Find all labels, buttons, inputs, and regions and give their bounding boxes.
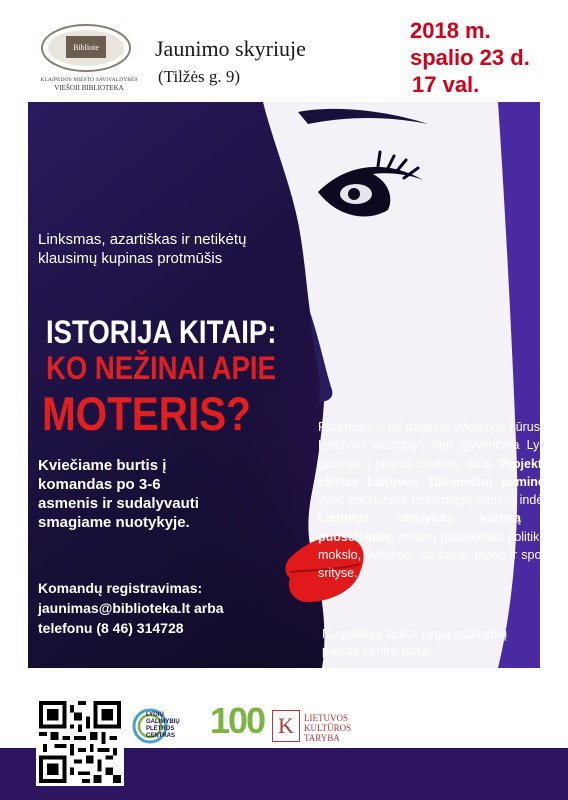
culture-council-logo-icon: K [272, 710, 300, 742]
library-name-line2: VIEŠOJI BIBLIOTEKA [54, 84, 124, 92]
library-name-line1: KLAIPĖDOS MIESTO SAVIVALDYBĖS [40, 77, 138, 83]
event-title-line1: ISTORIJA KITAIP: [46, 314, 277, 350]
department-title: Jaunimo skyriuje [155, 36, 306, 61]
equal-opportunities-logo-text: LYGIŲ GALIMYBIŲ PLĖTROS CENTRAS [146, 712, 180, 739]
prize-note: Nugalėtojų laukia Lygių galimybių plėtros centro prizai. [322, 627, 508, 658]
event-date-year: 2018 m. [410, 18, 491, 43]
library-logo [40, 22, 132, 74]
event-tagline: Linksmas, azartiškas ir netikėtų klausimų kupinas protmūšis [38, 231, 247, 267]
logo-lettering: Bibliote [73, 43, 99, 52]
event-time: 17 val. [412, 72, 480, 97]
invitation-text: Kviečiame burtis į komandas po 3-6 asmenis ir sudalyvauti smagiame nuotykyje. [38, 457, 199, 531]
qr-code[interactable] [36, 698, 124, 786]
registration-email[interactable]: jaunimas@biblioteka.lt arba [38, 600, 224, 616]
event-date-day: spalio 23 d. [410, 45, 530, 70]
address: (Tilžės g. 9) [158, 67, 241, 86]
event-title-line3: MOTERIS? [42, 387, 251, 440]
project-description: Protmūšis – tai projekto „Moterys, kūrusios Lietuvos valstybę", kurį įgyvendina Lygių galimybių plėtros centras, dalis. Projektas skirtas Lietuvos 100-mečiui paminėti, ypač pabrėžiant reikšmingą moterų indėlį į Lietuvos valstybės kūrimą ir puoselėjimą, moterų pasiekimus politikos, mokslo, švietimo, labdaros, meno ir sporto srityse. [318, 420, 556, 581]
culture-council-logo-text: LIETUVOS KULTŪROS TARYBA [304, 713, 352, 743]
lithuania-100-logo: 100 [210, 700, 265, 741]
registration-phone: telefonu (8 46) 314728 [38, 620, 184, 636]
registration-heading: Komandų registravimas: [38, 580, 203, 596]
event-title-line2: KO NEŽINAI APIE [46, 350, 276, 386]
registration-info [38, 578, 258, 638]
